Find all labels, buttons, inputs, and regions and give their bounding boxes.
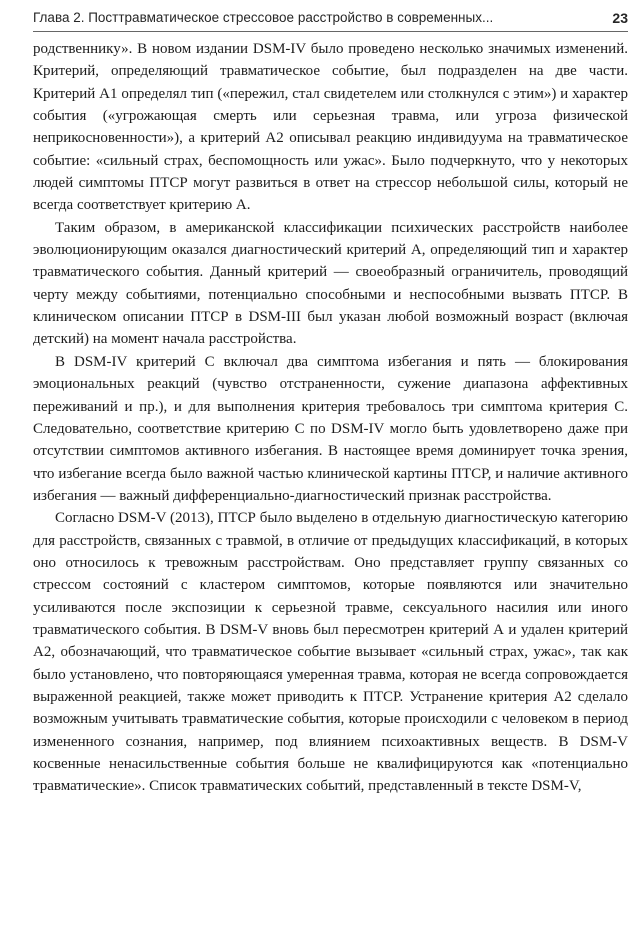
paragraph-continuation: родственнику». В новом издании DSM-IV было проведено несколько значимых изменений. Критерий, определяющий травматическое событие, был подразделен на две части. Критерий А1 определял тип («пережил, стал свидетелем или столкнулся с этим») и характер события («угрожающая смерть или серьезная травма, или угроза физической неприкосновенности»), а критерий А2 описывал реакцию индивидуума на травматическое событие: «сильный страх, беспомощность или ужас». Было подчеркнуто, что у некоторых людей симптомы ПТСР могут развиться в ответ на стрессор небольшой силы, который не всегда соответствует критерию А.: [33, 41, 628, 214]
paragraph: В DSM-IV критерий С включал два симптома избегания и пять — блокирования эмоциональных реакций (чувство отстраненности, сужение диапазона аффективных переживаний и пр.), и для выполнения критерия требовалось три симптома критерия С. Следовательно, соответствие критерию С по DSM-IV могло быть удовлетворено даже при отсутствии симптомов активного избегания. В настоящее время доминирует точка зрения, что избегание всегда было важной частью клинической картины ПТСР, и наличие активного избегания — важный дифференциально-диагностический признак расстройства.: [33, 353, 628, 504]
page-number: 23: [612, 10, 628, 26]
running-title: Глава 2. Посттравматическое стрессовое расстройство в современных...: [33, 10, 494, 25]
paragraph: Согласно DSM-V (2013), ПТСР было выделено в отдельную диагностическую категорию для расстройств, связанных с травмой, в отличие от предыдущих классификаций, в которых оно относилось к тревожным расстройствам. Оно представляет группу связанных со стрессом состояний с кластером симптомов, которые появляются или значительно усиливаются после экспозиции к серьезной травме, сексуального насилия или иного травматического события. В DSM-V вновь был пересмотрен критерий А и удален критерий А2, обозначающий, что травматическое событие вызывает «сильный страх, ужас», так как было установлено, что повторяющаяся умеренная травма, которая не всегда сопровождается выраженной реакцией, также может приводить к ПТСР. Устранение критерия А2 сделало возможным учитывать травматические события, которые происходили с человеком в период измененного сознания, например, под влиянием психоактивных веществ. В DSM-V косвенные ненасильственные события больше не квалифицируются как «потенциально травматические». Список травматических событий, представленный в тексте DSM-V,: [33, 510, 628, 795]
running-header: [33, 6, 628, 32]
paragraph: Таким образом, в американской классификации психических расстройств наиболее эволюционирующим оказался диагностический критерий А, определяющий тип и характер травматического события. Данный критерий — своеобразный ограничитель, проводящий черту между событиями, потенциально способными и неспособными вызвать ПТСР. В клиническом описании ПТСР в DSM-III был указан любой возможный возраст (включая детский) на момент начала расстройства.: [33, 219, 628, 348]
body-text: [33, 38, 628, 798]
